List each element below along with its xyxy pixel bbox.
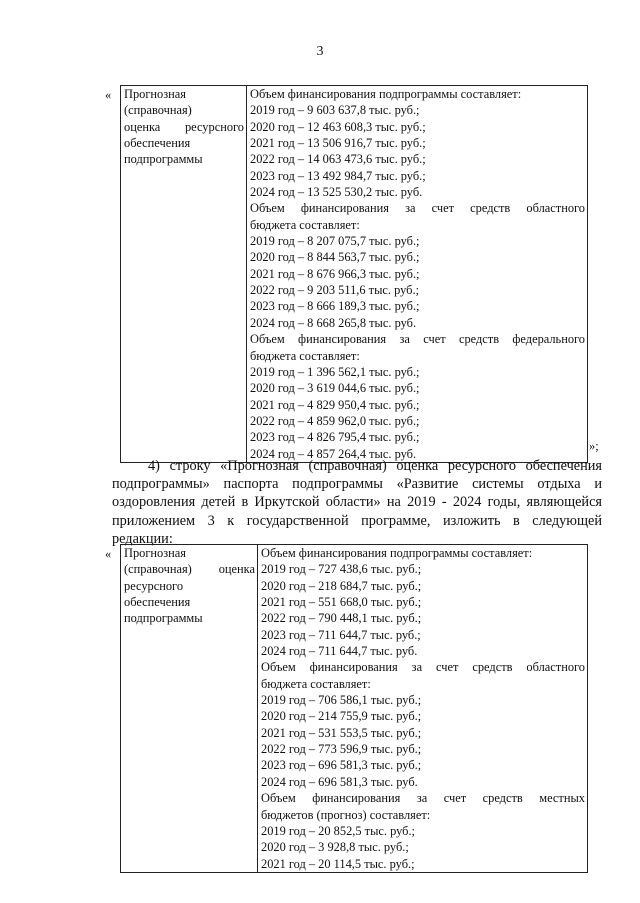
value-line: 2022 год – 773 596,9 тыс. руб.; xyxy=(261,742,422,757)
value-line: 2019 год – 20 852,5 тыс. руб.; xyxy=(261,823,415,838)
paragraph-line: приложением 3 к государственной программе, изложить в следующей xyxy=(112,512,602,529)
open-quote-2: « xyxy=(105,547,112,561)
label-line: подпрограммы xyxy=(124,611,203,626)
value-line: бюджета составляет: xyxy=(250,348,360,363)
value-line: Объем финансирования за счет средств областного xyxy=(261,660,585,675)
row-value-cell xyxy=(247,86,588,463)
label-line: Прогнозная xyxy=(124,87,186,101)
table-row xyxy=(121,86,588,463)
value-line: 2024 год – 4 857 264,4 тыс. руб. xyxy=(250,446,417,461)
value-line: 2019 год – 8 207 075,7 тыс. руб.; xyxy=(250,234,420,249)
value-line: 2021 год – 20 114,5 тыс. руб.; xyxy=(261,856,415,871)
label-line: обеспечения xyxy=(124,595,191,610)
value-line: 2024 год – 8 668 265,8 тыс. руб. xyxy=(250,315,417,330)
value-line: 2019 год – 706 586,1 тыс. руб.; xyxy=(261,693,422,708)
financing-table-1 xyxy=(120,85,588,463)
value-line: 2020 год – 12 463 608,3 тыс. руб.; xyxy=(250,119,426,134)
label-line: ресурсного xyxy=(124,578,184,593)
row-label-cell xyxy=(121,86,247,463)
amendment-paragraph xyxy=(112,457,602,548)
label-line: (справочная) оценка xyxy=(124,562,255,577)
paragraph-line: редакции: xyxy=(112,530,173,547)
value-line: 2021 год – 13 506 916,7 тыс. руб.; xyxy=(250,136,426,151)
value-line: 2023 год – 8 666 189,3 тыс. руб.; xyxy=(250,299,420,314)
value-line: Объем финансирования за счет средств федерального xyxy=(250,332,585,347)
open-quote-1: « xyxy=(105,88,112,102)
value-line: 2022 год – 9 203 511,6 тыс. руб.; xyxy=(250,283,420,298)
value-line: 2024 год – 711 644,7 тыс. руб. xyxy=(261,644,418,659)
value-line: бюджета составляет: xyxy=(261,676,371,691)
value-line: 2021 год – 551 668,0 тыс. руб.; xyxy=(261,595,422,610)
value-line: 2019 год – 727 438,6 тыс. руб.; xyxy=(261,562,422,577)
label-line: (справочная) xyxy=(124,103,192,118)
value-line: 2023 год – 13 492 984,7 тыс. руб.; xyxy=(250,168,426,183)
label-line: Прогнозная xyxy=(124,546,186,560)
row-value-cell xyxy=(258,545,588,873)
value-line: 2020 год – 214 755,9 тыс. руб.; xyxy=(261,709,422,724)
page-number: 3 xyxy=(316,44,324,59)
row-label-cell xyxy=(121,545,258,873)
value-line: 2020 год – 3 928,8 тыс. руб.; xyxy=(261,840,409,855)
label-line: обеспечения xyxy=(124,136,191,151)
value-line: 2019 год – 9 603 637,8 тыс. руб.; xyxy=(250,103,420,118)
value-line: 2020 год – 8 844 563,7 тыс. руб.; xyxy=(250,250,420,265)
value-line: 2022 год – 790 448,1 тыс. руб.; xyxy=(261,611,422,626)
value-line: 2022 год – 14 063 473,6 тыс. руб.; xyxy=(250,152,426,167)
paragraph-line: подпрограммы» паспорта подпрограммы «Развитие системы отдыха и xyxy=(112,476,602,493)
financing-table-2 xyxy=(120,544,588,873)
label-line: оценка ресурсного xyxy=(124,119,244,134)
table-row xyxy=(121,545,588,873)
value-line: 2019 год – 1 396 562,1 тыс. руб.; xyxy=(250,364,420,379)
paragraph-line: 4) строку «Прогнозная (справочная) оценка ресурсного обеспечения xyxy=(148,458,602,474)
value-line: Объем финансирования подпрограммы составляет: xyxy=(250,87,522,101)
value-line: Объем финансирования подпрограммы составляет: xyxy=(261,546,533,560)
value-line: Объем финансирования за счет средств местных xyxy=(261,791,585,806)
value-line: 2021 год – 531 553,5 тыс. руб.; xyxy=(261,725,422,740)
value-line: 2020 год – 3 619 044,6 тыс. руб.; xyxy=(250,381,420,396)
label-line: подпрограммы xyxy=(124,152,203,167)
value-line: 2023 год – 711 644,7 тыс. руб.; xyxy=(261,627,421,642)
value-line: 2020 год – 218 684,7 тыс. руб.; xyxy=(261,578,422,593)
value-line: бюджета составляет: xyxy=(250,217,360,232)
value-line: 2024 год – 13 525 530,2 тыс. руб. xyxy=(250,185,423,200)
value-line: 2021 год – 4 829 950,4 тыс. руб.; xyxy=(250,397,420,412)
value-line: бюджетов (прогноз) составляет: xyxy=(261,807,431,822)
close-quote: »; xyxy=(589,439,599,453)
paragraph-line: оздоровления детей в Иркутской области» на 2019 - 2024 годы, являющейся xyxy=(112,494,602,511)
value-line: 2023 год – 696 581,3 тыс. руб.; xyxy=(261,758,422,773)
value-line: Объем финансирования за счет средств областного xyxy=(250,201,585,216)
value-line: 2021 год – 8 676 966,3 тыс. руб.; xyxy=(250,266,420,281)
value-line: 2022 год – 4 859 962,0 тыс. руб.; xyxy=(250,413,420,428)
value-line: 2024 год – 696 581,3 тыс. руб. xyxy=(261,774,418,789)
value-line: 2023 год – 4 826 795,4 тыс. руб.; xyxy=(250,430,420,445)
